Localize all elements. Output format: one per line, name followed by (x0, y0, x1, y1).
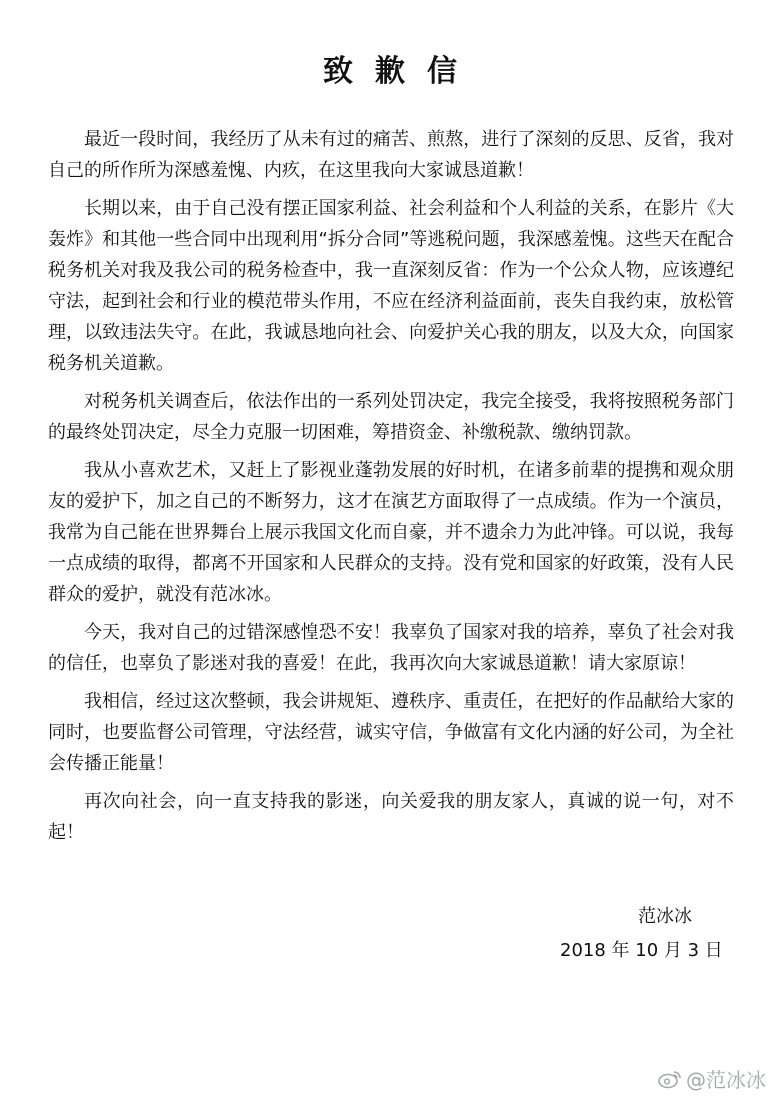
paragraph: 对税务机关调查后，依法作出的一系列处罚决定，我完全接受，我将按照税务部门的最终处罚决定，尽全力克服一切困难，筹措资金、补缴税款、缴纳罚款。 (48, 391, 734, 443)
watermark-handle: @范冰冰 (686, 1068, 766, 1092)
watermark (658, 1064, 766, 1093)
paragraph: 最近一段时间，我经历了从未有过的痛苦、煎熬，进行了深刻的反思、反省，我对自己的所作所为深感羞愧、内疚，在这里我向大家诚恳道歉！ (48, 129, 734, 181)
letter-title: 致歉信 (323, 54, 479, 89)
paragraph: 再次向社会，向一直支持我的影迷，向关爱我的朋友家人，真诚的说一句，对不起！ (48, 791, 734, 843)
weibo-icon (658, 1069, 682, 1089)
paragraph: 我从小喜欢艺术，又赶上了影视业蓬勃发展的好时机，在诸多前辈的提携和观众朋友的爱护下，加之自己的不断努力，这才在演艺方面取得了一点成绩。作为一个演员，我常为自己能在世界舞台上展示我国文化而自豪，并不遗余力为此冲锋。可以说，我每一点成绩的取得，都离不开国家和人民群众的支持。没有党和国家的好政策，没有人民群众的爱护，就没有范冰冰。 (48, 460, 734, 605)
paragraph: 今天，我对自己的过错深感惶恐不安！我辜负了国家对我的培养，辜负了社会对我的信任，也辜负了影迷对我的喜爱！在此，我再次向大家诚恳道歉！请大家原谅！ (48, 622, 734, 674)
paragraph: 我相信，经过这次整顿，我会讲规矩、遵秩序、重责任，在把好的作品献给大家的同时，也要监督公司管理，守法经营，诚实守信，争做富有文化内涵的好公司，为全社会传播正能量！ (48, 691, 734, 774)
paragraph: 长期以来，由于自己没有摆正国家利益、社会利益和个人利益的关系，在影片《大轰炸》和其他一些合同中出现利用“拆分合同”等逃税问题，我深感羞愧。这些天在配合税务机关对我及我公司的税务检查中，我一直深刻反省：作为一个公众人物，应该遵纪守法，起到社会和行业的模范带头作用，不应在经济利益面前，丧失自我约束，放松管理，以致违法失守。在此，我诚恳地向社会、向爱护关心我的朋友，以及大众，向国家税务机关道歉。 (48, 198, 734, 374)
signature-date: 2018 年 10 月 3 日 (560, 940, 723, 961)
signature: 范冰冰 (638, 906, 692, 927)
letter-body (48, 124, 734, 855)
